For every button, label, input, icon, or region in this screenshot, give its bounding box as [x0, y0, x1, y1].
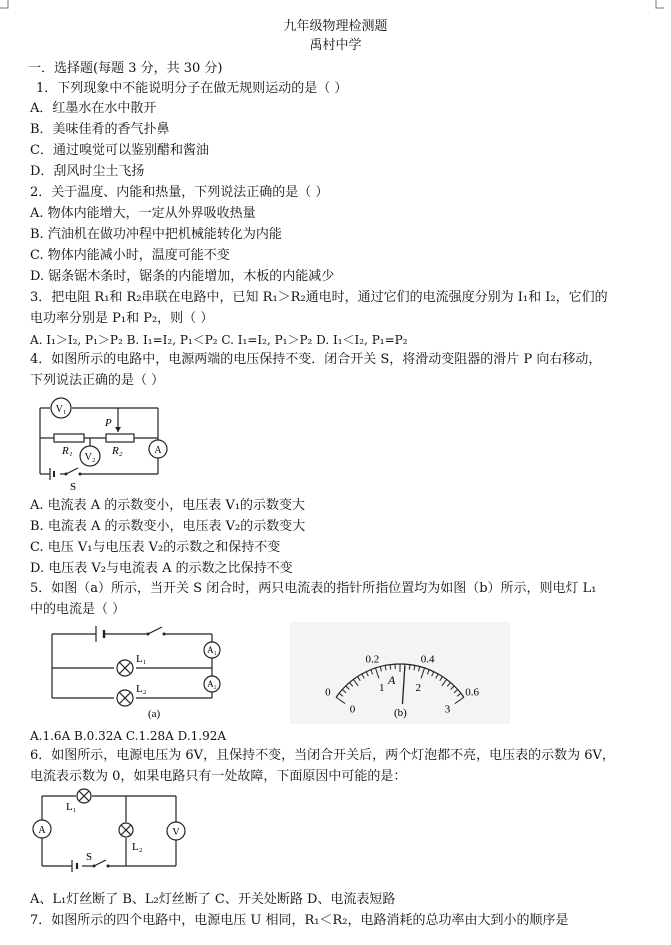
q4-stem-line1: 4．如图所示的电路中，电源两端的电压保持不变．闭合开关 S，将滑动变阻器的滑片 P 向右移动，	[30, 352, 602, 367]
switch-label: S	[70, 481, 77, 493]
dial-unit-label: A	[388, 673, 396, 687]
q5-ammeter-dial-figure-b	[290, 622, 510, 724]
l2-label: L₂	[136, 683, 147, 695]
school-name: 禹村中学	[309, 38, 362, 53]
q2-option-d: D. 锯条锯木条时，锯条的内能增加，木板的内能减少	[30, 269, 335, 284]
q4-stem-line2: 下列说法正确的是（ ）	[30, 373, 165, 388]
l1-label: L₁	[136, 653, 147, 665]
q3-stem-line1: 3．把电阻 R₁和 R₂串联在电路中，已知 R₁＞R₂通电时，通过它们的电流强度分别为 I₁和 I₂，它们的	[30, 290, 608, 305]
q3-stem-line2: 电功率分别是 P₁和 P₂，则（ ）	[30, 311, 214, 326]
q1-option-d: D．刮风时尘土飞扬	[30, 164, 145, 179]
slider-label: P	[105, 417, 112, 429]
dial-outer-tick-label: 0.6	[465, 686, 479, 699]
q6-stem-line1: 6．如图所示，电源电压为 6V，且保持不变，当闭合开关后，两个灯泡都不亮，电压表的示数为 6V，	[30, 748, 615, 763]
r2-label: R₂	[112, 445, 123, 457]
dial-outer-tick-label: 0	[325, 686, 331, 699]
dial-inner-tick-label: 2	[415, 681, 421, 694]
q2-option-c: C. 物体内能减小时，温度可能不变	[30, 248, 230, 263]
q2-option-b: B. 汽油机在做功冲程中把机械能转化为内能	[30, 227, 282, 242]
dial-tick	[390, 665, 391, 670]
resistor-r2	[106, 434, 134, 442]
v2-label: V₂	[84, 452, 96, 463]
q6-circuit-figure	[30, 788, 190, 874]
q4-option-b: B. 电流表 A 的示数变小，电压表 V₂的示数变大	[30, 519, 306, 534]
q1-stem: 1．下列现象中不能说明分子在做无规则运动的是（ ）	[36, 81, 348, 96]
dial-inner-tick-label: 1	[379, 681, 385, 694]
q4-option-d: D. 电压表 V₂与电流表 A 的示数之比保持不变	[30, 561, 293, 576]
figure-a-caption: (a)	[148, 708, 161, 720]
crop-mark-top-left	[0, 0, 12, 12]
exam-title: 九年级物理检测题	[283, 19, 388, 34]
figure-b-caption: (b)	[394, 707, 407, 719]
ammeter-label: A	[38, 825, 46, 836]
switch-label: S	[86, 851, 93, 863]
resistor-r1	[54, 434, 84, 442]
q4-option-a: A. 电流表 A 的示数变小，电压表 V₁的示数变大	[30, 498, 306, 513]
q3-options: A. I₁＞I₂, P₁＞P₂ B. I₁=I₂, P₁＜P₂ C. I₁=I₂, P₁＞P₂ D. I₁＜I₂, P₁=P₂	[30, 333, 408, 347]
q2-stem: 2．关于温度、内能和热量，下列说法正确的是（ ）	[30, 185, 329, 200]
q6-stem-line2: 电流表示数为 0，如果电路只有一处故障，下面原因中可能的是：	[30, 769, 407, 784]
l1-label: L₁	[66, 801, 77, 813]
crop-mark-top-right	[652, 0, 664, 12]
q4-circuit-figure	[32, 394, 182, 494]
q1-option-c: C．通过嗅觉可以鉴别醋和酱油	[30, 143, 209, 158]
dial-tick	[409, 665, 410, 670]
q2-option-a: A. 物体内能增大，一定从外界吸收热量	[30, 206, 256, 221]
a2-label: A₂	[207, 679, 217, 689]
voltmeter-label: V	[172, 827, 180, 838]
v1-label: V₁	[55, 404, 67, 415]
dial-inner-tick-label: 0	[349, 703, 356, 716]
dial-inner-tick-label: 3	[444, 703, 451, 716]
a1-label: A₁	[207, 645, 217, 655]
q1-option-a: A．红墨水在水中散开	[30, 101, 157, 116]
q5-stem-line2: 中的电流是（ ）	[30, 602, 126, 617]
l2-label: L₂	[132, 841, 143, 853]
q7-stem: 7．如图所示的四个电路中，电源电压 U 相同，R₁＜R₂，电路消耗的总功率由大到小的顺序是	[30, 913, 569, 928]
r1-label: R₁	[62, 445, 73, 457]
q5-circuit-figure-a	[44, 622, 234, 722]
ammeter-label: A	[154, 445, 162, 456]
dial-outer-tick-label: 0.2	[365, 653, 380, 666]
q5-options: A.1.6A B.0.32A C.1.28A D.1.92A	[30, 729, 227, 743]
q6-options: A、L₁灯丝断了 B、L₂灯丝断了 C、开关处断路 D、电流表短路	[30, 892, 396, 907]
q5-stem-line1: 5．如图（a）所示，当开关 S 闭合时，两只电流表的指针所指位置均为如图（b）所示，则电灯 L₁	[30, 581, 597, 596]
switch-icon	[66, 468, 78, 474]
q1-option-b: B．美味佳肴的香气扑鼻	[30, 122, 170, 137]
section-heading: 一．选择题(每题 3 分，共 30 分)	[28, 61, 223, 76]
slider-arrow-icon	[115, 427, 121, 432]
q4-option-c: C. 电压 V₁与电压表 V₂的示数之和保持不变	[30, 540, 281, 555]
dial-outer-tick-label: 0.4	[420, 653, 435, 666]
